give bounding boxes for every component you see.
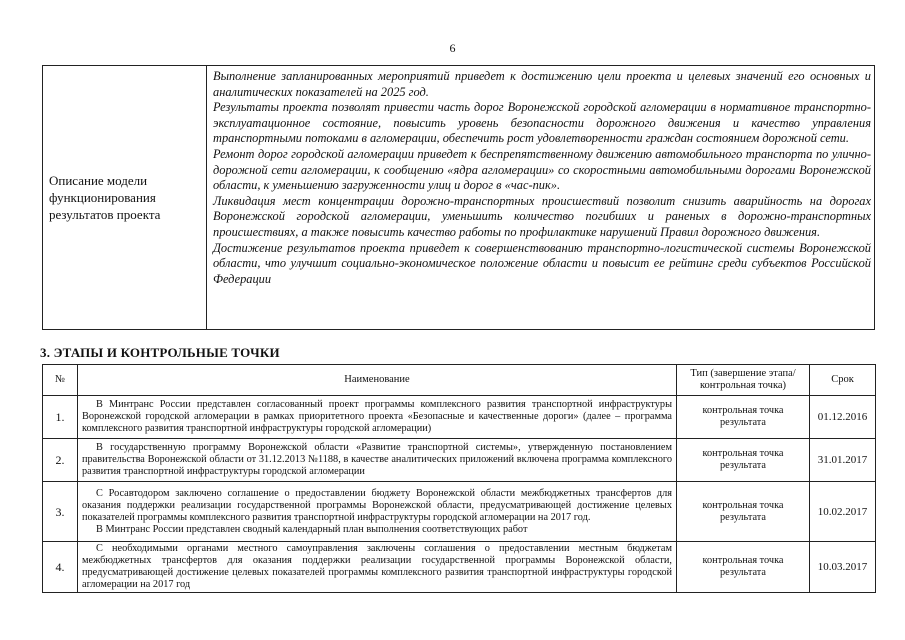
row-name-paragraph: В государственную программу Воронежской области «Развитие транспортной системы», утвержденную постановлением правительства Воронежской области от 31.12.2013 №1188, в качестве аналитических приложений включена программа комплексного развития транспортной инфраструктуры городской агломерации xyxy=(82,442,672,477)
row-type: контрольная точка результата xyxy=(677,542,810,593)
row-name-paragraph: В Минтранс России представлен сводный календарный план выполнения соответствующих работ xyxy=(96,523,528,535)
row-type: контрольная точка результата xyxy=(677,396,810,439)
header-type: Тип (завершение этапа/контрольная точка) xyxy=(677,365,810,396)
header-num: № xyxy=(43,365,78,396)
row-num: 3. xyxy=(43,482,78,542)
description-row xyxy=(43,66,875,330)
table-row xyxy=(43,482,876,542)
table-row xyxy=(43,396,876,439)
description-paragraph: Достижение результатов проекта приведет к совершенствованию транспортно-логистической системы Воронежской области, что улучшит социально-экономическое положение области и повысит ее рейтинг среди субъектов Российской Федерации xyxy=(213,240,871,286)
row-num: 1. xyxy=(43,396,78,439)
row-name xyxy=(78,439,677,482)
description-paragraph: Выполнение запланированных мероприятий приведет к достижению цели проекта и целевых значений его основных и аналитических показателей на 2025 год. xyxy=(213,69,871,99)
row-date: 01.12.2016 xyxy=(810,396,876,439)
description-paragraph: Ликвидация мест концентрации дорожно-транспортных происшествий позволит снизить аварийность на дорогах Воронежской городской агломерации, уменьшить количество погибших и раненых в дорожно-транспортных происшествиях, а также повысить качество работы по профилактике нарушений Правил дорожного движения. xyxy=(213,193,871,239)
stages-header-row xyxy=(43,365,876,396)
table-row xyxy=(43,542,876,593)
row-num: 2. xyxy=(43,439,78,482)
description-paragraph: Результаты проекта позволят привести часть дорог Воронежской городской агломерации в нормативное транспортно-эксплуатационное состояние, повысить уровень безопасности дорожного движения и качество управления транспортными потоками в агломерации, обеспечить рост удовлетворенности граждан состоянием дорожной сети. xyxy=(213,100,871,146)
description-paragraph: Ремонт дорог городской агломерации приведет к беспрепятственному движению автомобильного транспорта по улично-дорожной сети агломерации, к сообщению «ядра агломерации» со скоростными автомобильными дорогами Воронежской области, к уменьшению загруженности улиц и дорог в «час-пик». xyxy=(213,146,871,193)
page-number: 6 xyxy=(449,41,456,55)
row-type: контрольная точка результата xyxy=(677,482,810,542)
description-label: Описание модели функционирования результатов проекта xyxy=(43,66,207,330)
project-description-table xyxy=(42,65,875,330)
section-title: 3. ЭТАПЫ И КОНТРОЛЬНЫЕ ТОЧКИ xyxy=(40,345,280,360)
row-name xyxy=(78,482,677,542)
row-num: 4. xyxy=(43,542,78,593)
row-name xyxy=(78,542,677,593)
stages-table xyxy=(42,364,876,593)
row-name-paragraph: С Росавтодором заключено соглашение о предоставлении бюджету Воронежской области межбюджетных трансфертов для оказания поддержки реализации государственной программы Воронежской области, предусматривающей достижение целевых показателей программы комплексного развития транспортной инфраструктуры городской агломерации на 2017 год. xyxy=(82,487,672,523)
row-date: 10.03.2017 xyxy=(810,542,876,593)
row-name-paragraph: В Минтранс России представлен согласованный проект программы комплексного развития транспортной инфраструктуры Воронежской городской агломерации в рамках приоритетного проекта «Безопасные и качественные дороги» (далее – программа комплексного развития транспортной инфраструктуры городской агломерации) xyxy=(82,399,672,434)
row-date: 10.02.2017 xyxy=(810,482,876,542)
description-text xyxy=(207,66,875,330)
row-name xyxy=(78,396,677,439)
row-type: контрольная точка результата xyxy=(677,439,810,482)
row-name-paragraph: С необходимыми органами местного самоуправления заключены соглашения о предоставлении местным бюджетам межбюджетных трансфертов для оказания поддержки реализации государственной программы Воронежской области, предусматривающей достижение целевых показателей программы комплексного развития транспортной инфраструктуры городской агломерации на 2017 год xyxy=(82,543,672,590)
header-name: Наименование xyxy=(78,365,677,396)
row-date: 31.01.2017 xyxy=(810,439,876,482)
table-row xyxy=(43,439,876,482)
header-date: Срок xyxy=(810,365,876,396)
